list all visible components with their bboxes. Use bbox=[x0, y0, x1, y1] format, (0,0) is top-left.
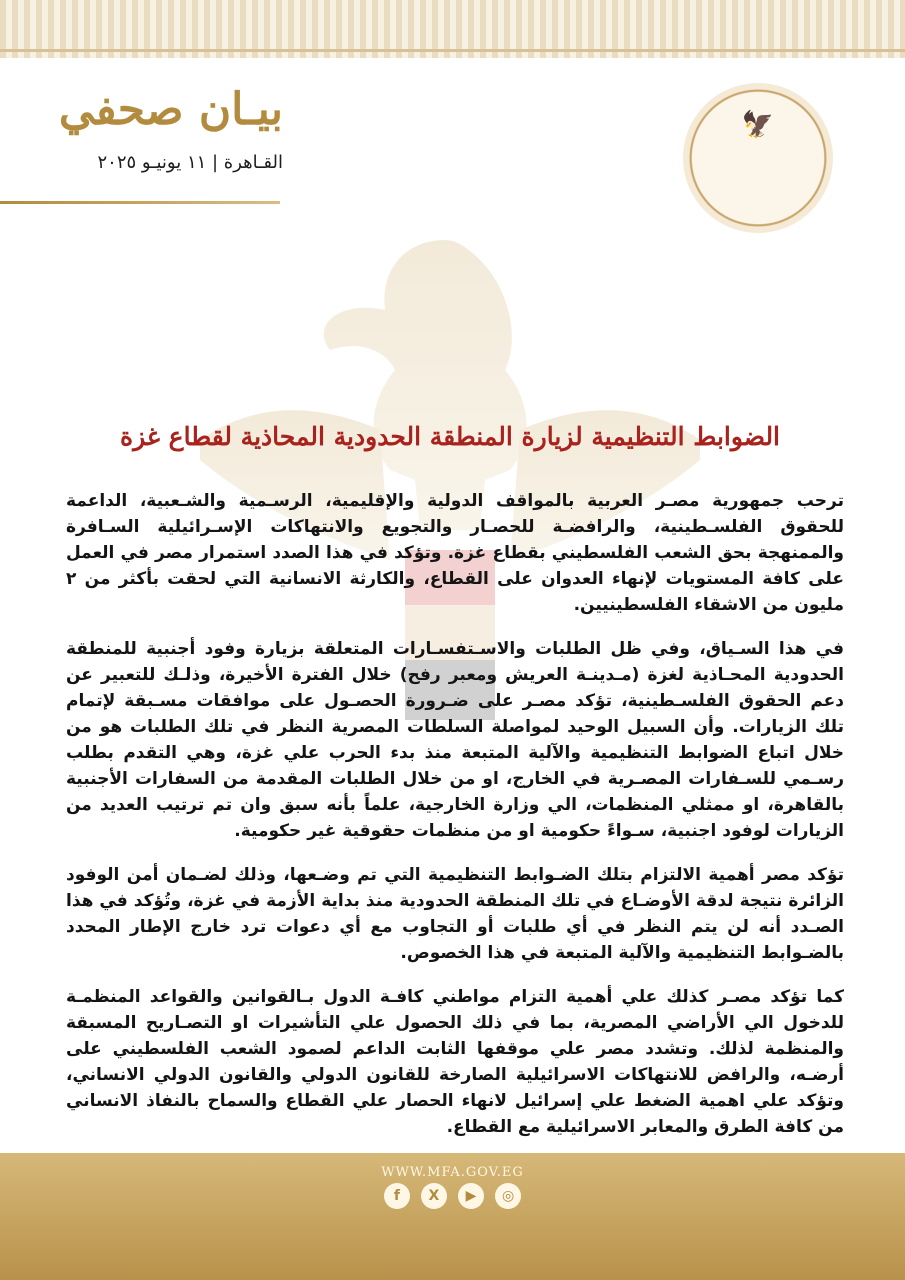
x-icon[interactable]: X bbox=[421, 1183, 447, 1209]
instagram-icon[interactable]: ◎ bbox=[495, 1183, 521, 1209]
paragraph: في هذا السـياق، وفي ظل الطلبات والاسـتفسـارات المتعلقة بزيارة وفود أجنبية للمنطقة الحدودية المحـاذية لغزة (مـدينـة العريش ومعبر رفح) خلال الفترة الأخيرة، وذلـك للتعبير عن دعم الحقوق الفلسـطينية، تؤكد مصـر على ضـرورة الحصـول على موافقات مسـبقة لإتمام تلك الزيارات. وأن السبيل الوحيد لمواصلة السلطات المصرية النظر في تلك الطلبات هو من خلال اتباع الضوابط التنظيمية والآلية المتبعة منذ بدء الحرب علي غزة، وهي التقدم بطلب رسـمي للسـفارات المصـرية في الخارج، او من خلال الطلبات المقدمة من السفارات الأجنبية بالقاهرة، او ممثلي المنظمات، الي وزارة الخارجية، علماً بأنه سبق وان تم ترتيب العديد من الزيارات لوفود اجنبية، سـواءً حكومية او من منظمات حقوقية غير حكومية. bbox=[66, 639, 844, 841]
ministry-logo bbox=[683, 83, 833, 233]
footer bbox=[0, 1153, 905, 1280]
document-body bbox=[66, 488, 844, 1158]
press-release-title: بيـان صحفي bbox=[58, 84, 283, 135]
header-divider bbox=[0, 201, 280, 204]
facebook-icon[interactable]: f bbox=[384, 1183, 410, 1209]
social-links bbox=[0, 1183, 905, 1209]
website-link[interactable]: WWW.MFA.GOV.EG bbox=[381, 1165, 524, 1180]
paragraph: كما تؤكد مصـر كذلك علي أهمية التزام مواطني كافـة الدول بـالقوانين والقواعد المنظمـة للدخول الي الأراضي المصرية، بما في ذلك الحصول علي التأشيرات او التصـاريح المسبقة والمنظمة لذلك. وتشدد مصر علي موقفها الثابت الداعم لصمود الشعب الفلسطيني على أرضـه، والرافض للانتهاكات الاسرائيلية الصارخة للقانون الدولي والقانون الدولي الانساني، وتؤكد علي اهمية الضغط علي إسرائيل لانهاء الحصار علي القطاع والسماح بالنفاذ الانساني من كافة الطرق والمعابر الاسرائيلية مع القطاع. bbox=[66, 987, 844, 1137]
paragraph: تؤكد مصر أهمية الالتزام بتلك الضـوابط التنظيمية التي تم وضـعها، وذلك لضـمان أمن الوفود الزائرة نتيجة لدقة الأوضـاع في تلك المنطقة الحدودية منذ بداية الأزمة في غزة، وتُؤكد في هذا الصـدد أنه لن يتم النظر في أي طلبات أو التجاوب مع أي دعوات ترد خارج الإطار المحدد بالضـوابط التنظيمية والآلية المتبعة في هذا الخصوص. bbox=[66, 865, 844, 963]
press-release-date: القـاهرة | ١١ يونيـو ٢٠٢٥ bbox=[97, 152, 283, 173]
youtube-icon[interactable]: ▶ bbox=[458, 1183, 484, 1209]
decorative-top-border bbox=[0, 0, 905, 58]
document-title: الضوابط التنظيمية لزيارة المنطقة الحدودية المحاذية لقطاع غزة bbox=[119, 422, 781, 451]
eagle-emblem-icon: 🦅 bbox=[741, 110, 775, 140]
paragraph: ترحب جمهورية مصـر العربية بالمواقف الدولية والإقليمية، الرسـمية والشـعبية، الداعمة للحقوق الفلسـطينية، والرافضـة للحصـار والتجويع والانتهاكات الإسـرائيلية السـافرة والممنهجة بحق الشعب الفلسطيني بقطاع غزة. وتؤكد في هذا الصدد استمرار مصر في العمل على كافة المستويات لإنهاء العدوان على القطاع، والكارثة الانسانية التي لحقت بأكثر من ٢ مليون من الاشقاء الفلسطينيين. bbox=[66, 491, 844, 615]
